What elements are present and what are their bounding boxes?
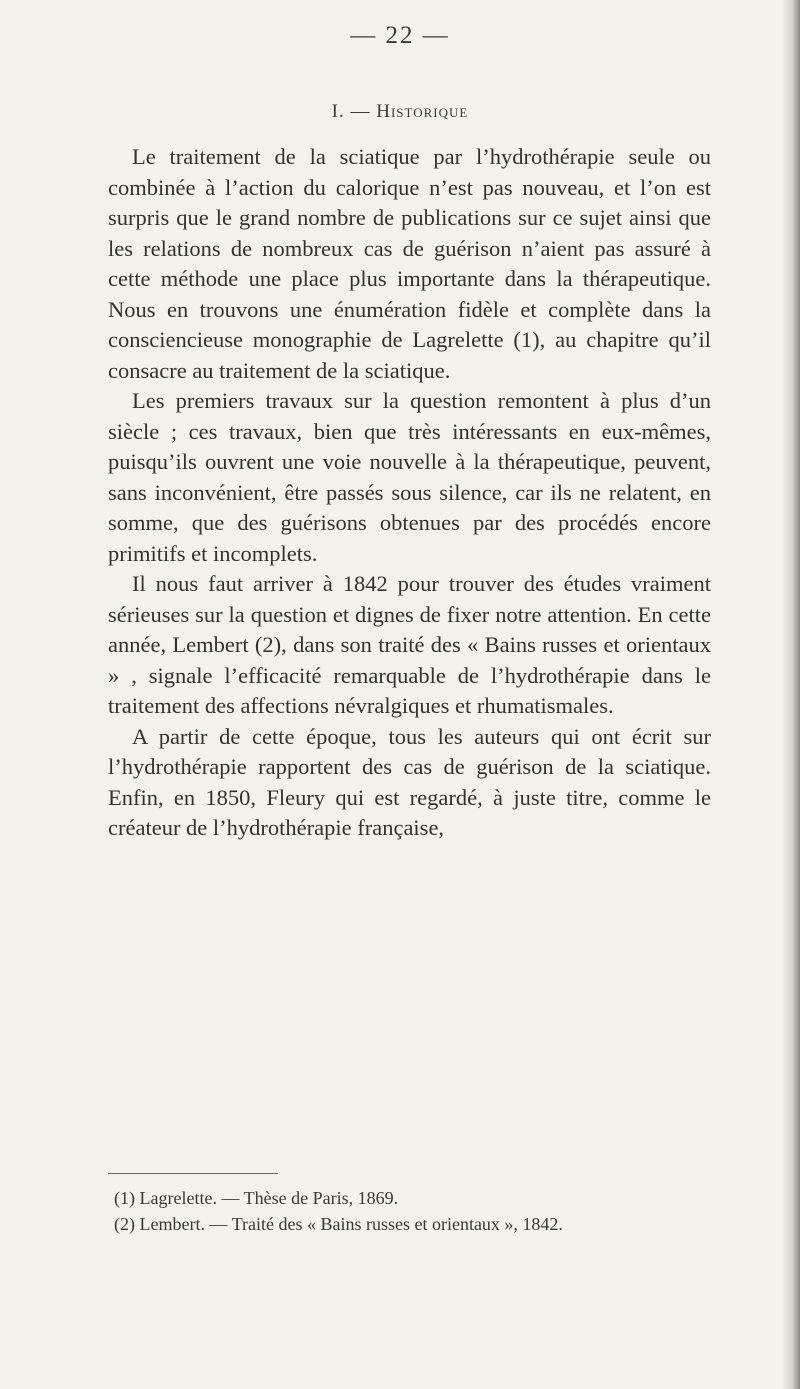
page-edge-shadow	[782, 0, 800, 1389]
paragraph-2: Les premiers travaux sur la question remontent à plus d’un siècle ; ces travaux, bien que très intéressants en eux-mêmes, puisqu’ils ouvrent une voie nouvelle à la thérapeutique, peuvent, sans inconvénient, être passés sous silence, car ils ne relatent, en somme, que des guérisons obtenues par des procédés encore primitifs et incomplets.	[108, 388, 711, 566]
paragraph-3: Il nous faut arriver à 1842 pour trouver des études vraiment sérieuses sur la question et dignes de fixer notre attention. En cette année, Lembert (2), dans son traité des « Bains russes et orientaux » , signale l’efficacité remarquable de l’hydrothérapie dans le traitement des affections névralgiques et rhumatismales.	[108, 571, 711, 718]
section-number: I. —	[331, 101, 371, 122]
footnotes	[114, 1185, 754, 1237]
section-title: Historique	[376, 101, 469, 122]
body-text	[108, 142, 711, 844]
footnote-divider	[108, 1173, 278, 1174]
footnote-1: (1) Lagrelette. — Thèse de Paris, 1869.	[114, 1188, 399, 1208]
paragraph-1: Le traitement de la sciatique par l’hydrothérapie seule ou combinée à l’action du calorique n’est pas nouveau, et l’on est surpris que le grand nombre de publications sur ce sujet ainsi que les relations de nombreux cas de guérison n’aient pas assuré à cette méthode une place plus importante dans la thérapeutique. Nous en trouvons une énumération fidèle et complète dans la consciencieuse monographie de Lagrelette (1), au chapitre qu’il consacre au traitement de la sciatique.	[108, 144, 711, 383]
paragraph-4: A partir de cette époque, tous les auteurs qui ont écrit sur l’hydrothérapie rapportent des cas de guérison de la sciatique. Enfin, en 1850, Fleury qui est regardé, à juste titre, comme le créateur de l’hydrothérapie française,	[108, 723, 711, 840]
section-heading	[0, 101, 800, 123]
page-number: — 22 —	[350, 22, 450, 49]
footnote-2: (2) Lembert. — Traité des « Bains russes et orientaux », 1842.	[114, 1214, 563, 1234]
